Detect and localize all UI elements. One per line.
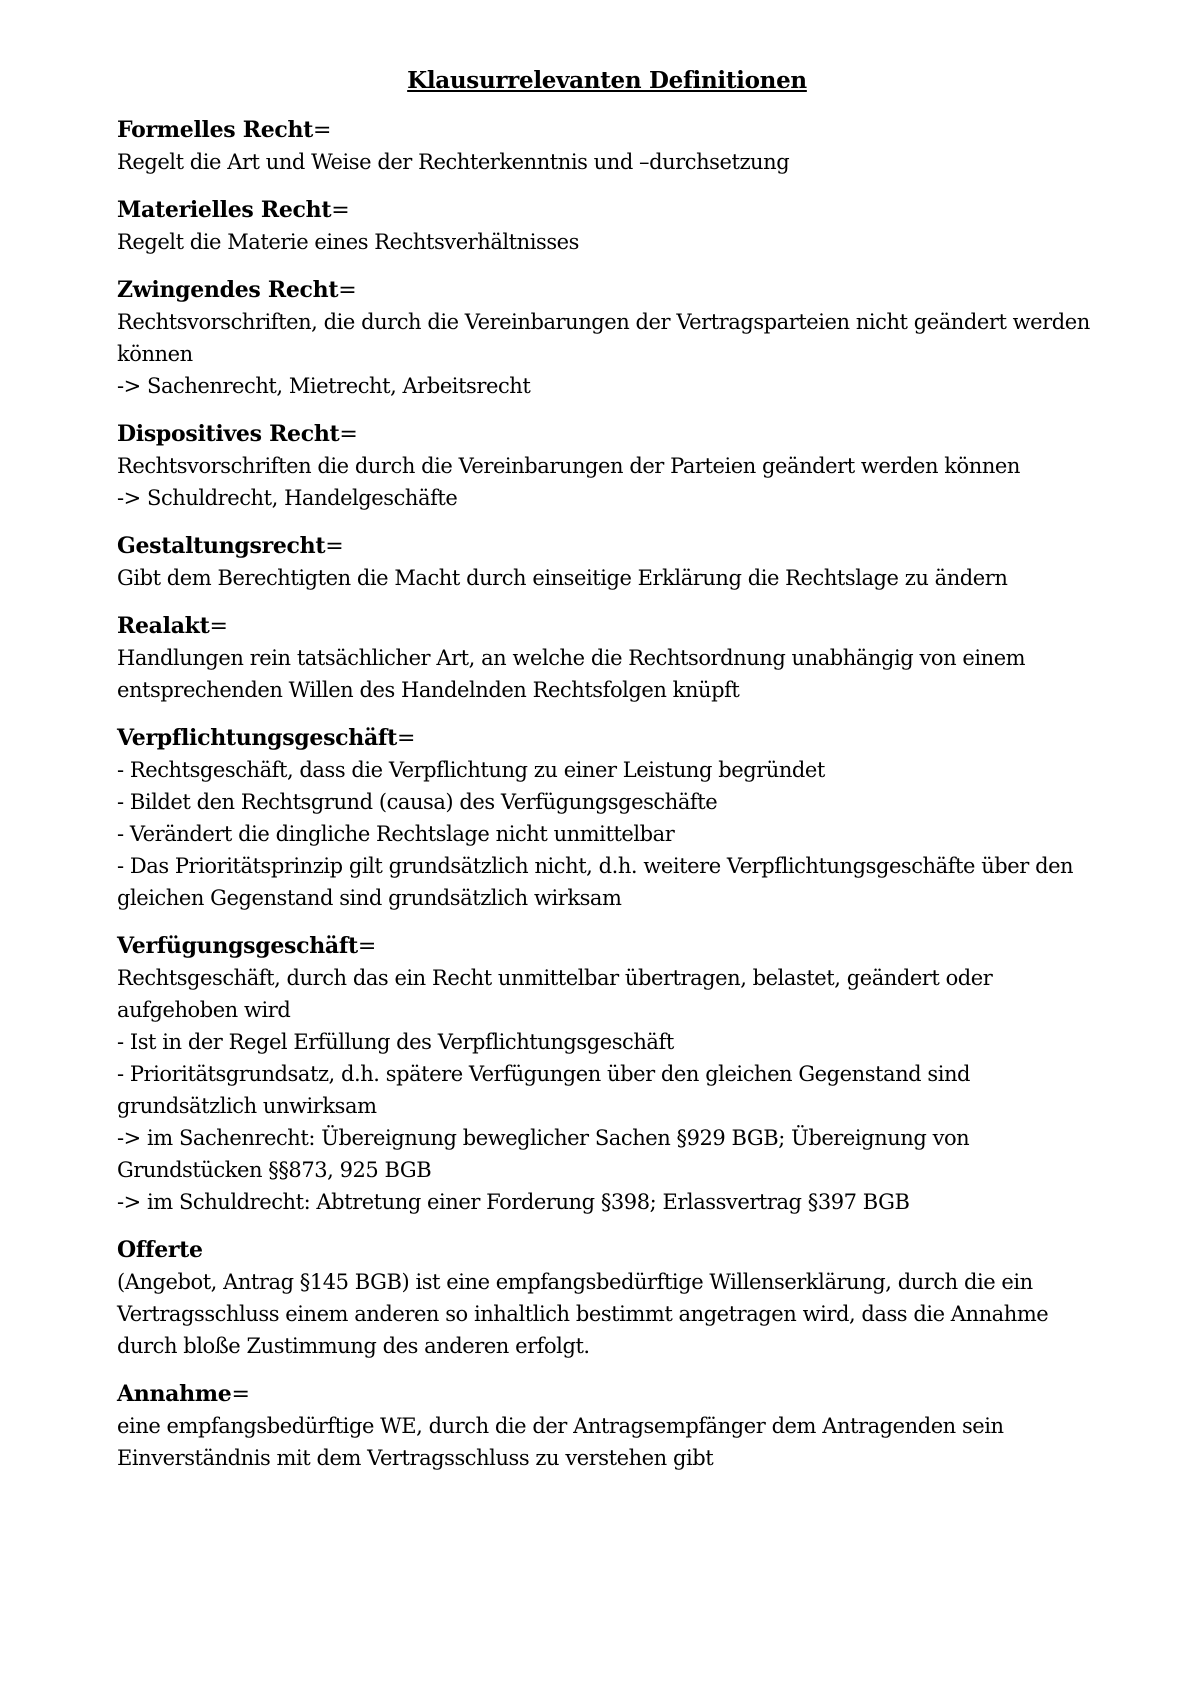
term-label: Dispositives Recht — [117, 421, 340, 447]
definition-text: - Verändert die dingliche Rechtslage nicht unmittelbar — [117, 822, 675, 846]
definition-text: Regelt die Art und Weise der Rechterkenntnis und –durchsetzung — [117, 150, 790, 174]
definition-text: -> im Schuldrecht: Abtretung einer Forderung §398; Erlassvertrag §397 BGB — [117, 1190, 910, 1214]
definition-text: - Das Prioritätsprinzip gilt grundsätzlich nicht, d.h. weitere Verpflichtungsgeschäfte über den gleichen Gegenstand sind grundsätzlich wirksam — [117, 854, 1074, 910]
term-equals-sign: = — [338, 278, 357, 303]
term-equals-sign: = — [231, 1382, 250, 1407]
definition-term — [117, 1235, 1097, 1266]
definition-section — [117, 531, 1097, 594]
term-equals-sign: = — [339, 422, 358, 447]
term-label: Realakt — [117, 613, 210, 639]
term-equals-sign: = — [209, 614, 228, 639]
definition-text: -> Schuldrecht, Handelgeschäfte — [117, 486, 458, 510]
definition-section — [117, 195, 1097, 258]
term-equals-sign: = — [396, 726, 416, 751]
definition-text: (Angebot, Antrag §145 BGB) ist eine empfangsbedürftige Willenserklärung, durch die ein Vertragsschluss einem anderen so inhaltlich bestimmt angetragen wird, dass die Annahme durch bloße Zustimmung des anderen erfolgt. — [117, 1270, 1049, 1358]
definition-text: eine empfangsbedürftige WE, durch die der Antragsempfänger dem Antragenden sein Einverständnis mit dem Vertragsschluss zu verstehen gibt — [117, 1414, 1004, 1470]
page-title: Klausurrelevanten Definitionen — [407, 67, 807, 94]
definition-term — [117, 419, 1097, 450]
term-equals-sign: = — [313, 118, 332, 143]
definition-term — [117, 275, 1097, 306]
term-label: Verpflichtungsgeschäft — [117, 725, 397, 751]
term-label: Zwingendes Recht — [117, 277, 339, 303]
definition-text: Rechtsvorschriften die durch die Vereinbarungen der Parteien geändert werden können — [117, 454, 1020, 478]
definition-text: - Bildet den Rechtsgrund (causa) des Verfügungsgeschäfte — [117, 790, 718, 814]
term-label: Annahme — [117, 1381, 232, 1407]
document-page — [117, 66, 1097, 1491]
definition-text: -> im Sachenrecht: Übereignung beweglicher Sachen §929 BGB; Übereignung von Grundstücken §§873, 925 BGB — [117, 1126, 970, 1182]
definition-text: - Ist in der Regel Erfüllung des Verpflichtungsgeschäft — [117, 1030, 674, 1054]
definition-term — [117, 931, 1097, 962]
term-label: Offerte — [117, 1237, 203, 1263]
term-equals-sign: = — [331, 198, 350, 223]
definitions-list — [117, 115, 1097, 1474]
term-label: Gestaltungsrecht — [117, 533, 326, 559]
term-label: Formelles Recht — [117, 117, 314, 143]
definition-text: Gibt dem Berechtigten die Macht durch einseitige Erklärung die Rechtslage zu ändern — [117, 566, 1008, 590]
definition-text: - Prioritätsgrundsatz, d.h. spätere Verfügungen über den gleichen Gegenstand sind grundsätzlich unwirksam — [117, 1062, 971, 1118]
definition-term — [117, 115, 1097, 146]
definition-term — [117, 531, 1097, 562]
definition-term — [117, 195, 1097, 226]
definition-section — [117, 723, 1097, 914]
definition-text: Regelt die Materie eines Rechtsverhältnisses — [117, 230, 579, 254]
definition-section — [117, 419, 1097, 514]
definition-term — [117, 611, 1097, 642]
definition-text: -> Sachenrecht, Mietrecht, Arbeitsrecht — [117, 374, 531, 398]
term-label: Materielles Recht — [117, 197, 332, 223]
definition-section — [117, 1379, 1097, 1474]
definition-section — [117, 611, 1097, 706]
definition-section — [117, 931, 1097, 1218]
term-equals-sign: = — [325, 534, 344, 559]
definition-text: - Rechtsgeschäft, dass die Verpflichtung zu einer Leistung begründet — [117, 758, 825, 782]
definition-text: Rechtsgeschäft, durch das ein Recht unmittelbar übertragen, belastet, geändert oder aufgehoben wird — [117, 966, 993, 1022]
definition-section — [117, 1235, 1097, 1362]
definition-section — [117, 275, 1097, 402]
definition-term — [117, 723, 1097, 754]
definition-term — [117, 1379, 1097, 1410]
definition-section — [117, 115, 1097, 178]
definition-text: Rechtsvorschriften, die durch die Vereinbarungen der Vertragsparteien nicht geändert werden können — [117, 310, 1090, 366]
term-label: Verfügungsgeschäft — [117, 933, 358, 959]
definition-text: Handlungen rein tatsächlicher Art, an welche die Rechtsordnung unabhängig von einem entsprechenden Willen des Handelnden Rechtsfolgen knüpft — [117, 646, 1026, 702]
term-equals-sign: = — [357, 934, 377, 959]
